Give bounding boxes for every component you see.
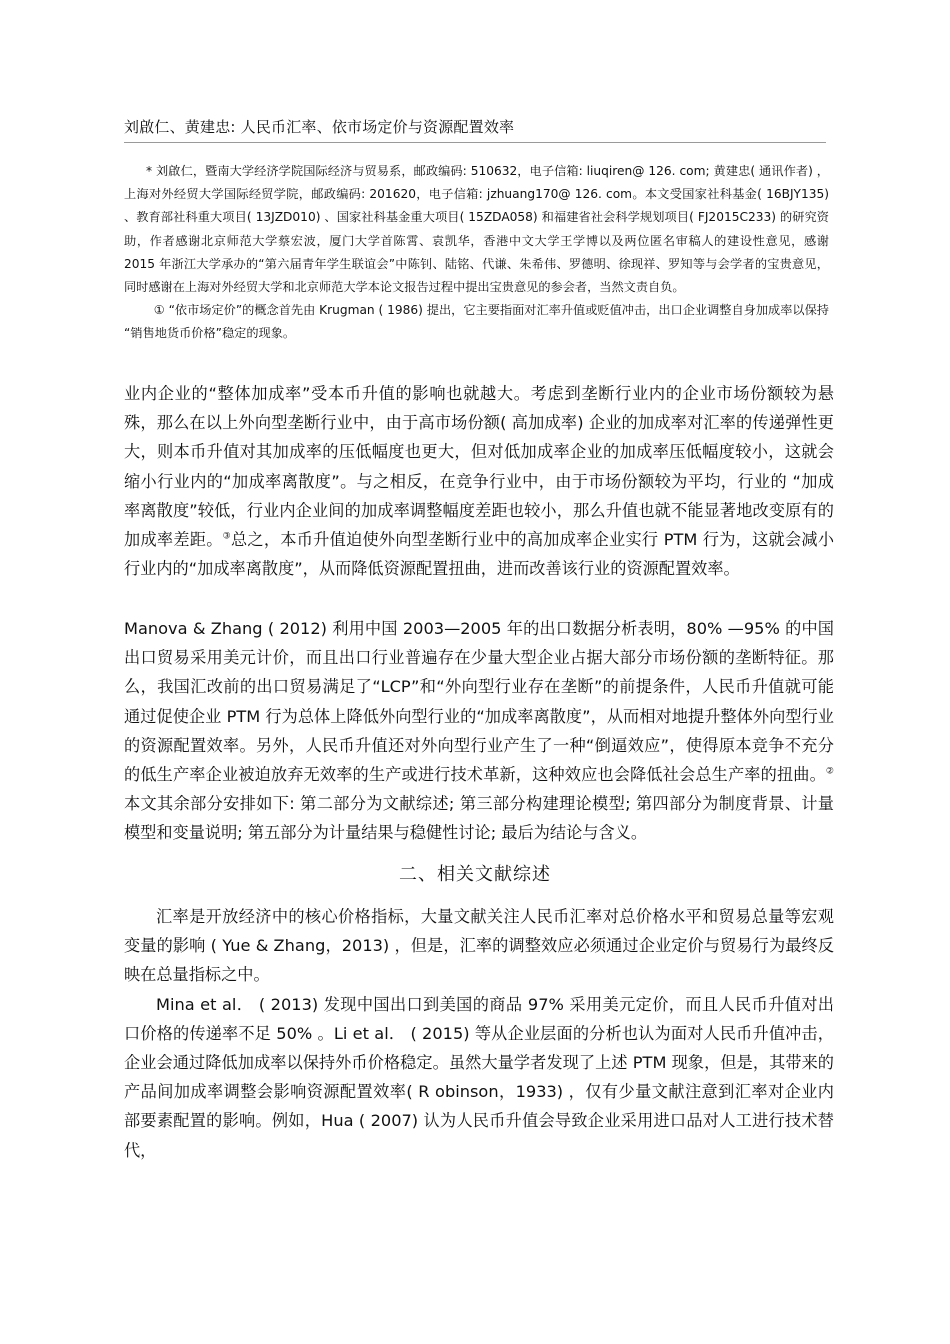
paragraph-1-text-b: 总之，本币升值迫使外向型垄断行业中的高加成率企业实行 PTM 行为，这就会减小行业内的“加成率离散度”，从而降低资源配置扭曲，进而改善该行业的资源配置效率。 <box>124 530 835 579</box>
body-paragraph-2 <box>124 614 834 848</box>
paragraph-2-text-a: Manova & Zhang ( 2012) 利用中国 2003—2005 年的出口数据分析表明，80% —95% 的中国出口贸易采用美元计价，而且出口行业普遍存在少量大型企业占据大部分市场份额的垄断特征。那么，我国汇改前的出口贸易满足了“LCP”和“外向型行业存在垄断”的前提条件，人民币升值就可能通过促使企业 PTM 行为总体上降低外向型行业的“加成率离散度”，从而相对地提升整体外向型行业的资源配置效率。另外，人民币升值还对外向型行业产生了一种“倒逼效应”，使得原本竞争不充分的低生产率企业被迫放弃无效率的生产或进行技术革新，这种效应也会降低社会总生产率的扭曲。 <box>124 619 834 785</box>
footnote-1-text: ① “依市场定价”的概念首先由 Krugman ( 1986) 提出，它主要指面对汇率升值或贬值冲击，出口企业调整自身加成率以保持 <box>153 303 829 318</box>
body-paragraph-1 <box>124 379 834 583</box>
paragraph-2-text-b: 本文其余部分安排如下: 第二部分为文献综述; 第三部分构建理论模型; 第四部分为制度背景、计量模型和变量说明; 第五部分为计量结果与稳健性讨论; 最后为结论与含义。 <box>124 794 834 843</box>
footnote-1-tail: “销售地货币价格”稳定的现象。 <box>124 326 296 341</box>
footnote-1 <box>124 299 829 345</box>
footnotes <box>124 160 829 346</box>
author-footnote: * 刘啟仁，暨南大学经济学院国际经济与贸易系，邮政编码: 510632，电子信箱: liuqiren@ 126. com; 黄建忠( 通讯作者) ，上海对外经贸大学国际经贸学院，邮政编码: 201620，电子信箱: jzhuang170@ 126. com。本文受国家社科基金( 16BJY135) 、教育部社科重大项目( 13JZD010) 、国家社科基金重大项目( 15ZDA058) 和福建省社会科学规划项目( FJ2015C233) 的研究资助，作者感谢北京师范大学蔡宏波，厦门大学首陈霄、袁凯华，香港中文大学王学博以及两位匿名审稿人的建设性意见，感谢 2015 年浙江大学承办的“第六届青年学生联谊会”中陈钊、陆铭、代谦、朱希伟、罗德明、徐现祥、罗知等与会学者的宝贵意见，同时感谢在上海对外经贸大学和北京师范大学本论文报告过程中提出宝贵意见的参会者，当然文责自负。 <box>124 164 829 295</box>
section-heading: 二、相关文献综述 <box>399 864 551 885</box>
literature-review-body <box>124 902 834 1165</box>
paragraph-1-text-a: 业内企业的“整体加成率”受本币升值的影响也就越大。考虑到垄断行业内的企业市场份额较为悬殊，那么在以上外向型垄断行业中，由于高市场份额( 高加成率) 企业的加成率对汇率的传递弹性更大，则本币升值对其加成率的压低幅度也更大，但对低加成率企业的加成率压低幅度较小，这就会缩小行业内的“加成率离散度”。与之相反，在竞争行业中，由于市场份额较为平均，行业的 “加成率离散度”较低，行业内企业间的加成率调整幅度差距也较小，那么升值也就不能显著地改变原有的加成率差距。 <box>124 384 834 550</box>
running-head: 刘啟仁、黄建忠: 人民币汇率、依市场定价与资源配置效率 <box>124 118 515 136</box>
footnote-ref-2: ② <box>825 766 834 777</box>
footnote-ref-3: ③ <box>222 531 231 542</box>
header-divider <box>124 142 826 143</box>
body-paragraph-4: Mina et al． ( 2013) 发现中国出口到美国的商品 97% 采用美元定价，而且人民币升值对出口价格的传递率不足 50% 。Li et al． ( 2015) 等从企业层面的分析也认为面对人民币升值冲击，企业会通过降低加成率以保持外币价格稳定。虽然大量学者发现了上述 PTM 现象，但是，其带来的产品间加成率调整会影响资源配置效率( R obinson，1933) ，仅有少量文献注意到汇率对企业内部要素配置的影响。例如，Hua ( 2007) 认为人民币升值会导致企业采用进口品对人工进行技术替代， <box>124 994 834 1160</box>
body-paragraph-3: 汇率是开放经济中的核心价格指标，大量文献关注人民币汇率对总价格水平和贸易总量等宏观变量的影响 ( Yue & Zhang，2013) ，但是，汇率的调整效应必须通过企业定价与贸易行为最终反映在总量指标之中。 <box>124 907 834 985</box>
